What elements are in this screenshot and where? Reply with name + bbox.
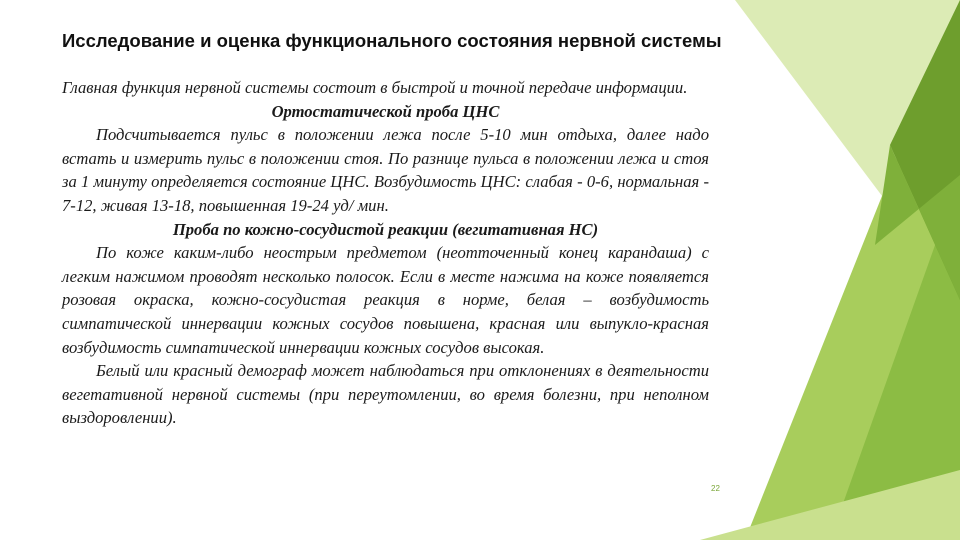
intro-paragraph: Главная функция нервной системы состоит в быстрой и точной передаче информации.	[62, 78, 688, 97]
section2-heading: Проба по кожно-сосудистой реакции (вегитативная НС)	[172, 219, 599, 239]
page-number: 22	[711, 484, 720, 493]
slide-title: Исследование и оценка функционального состояния нервной системы	[62, 30, 722, 51]
section1-heading: Ортостатической проба ЦНС	[271, 101, 500, 121]
section2-paragraph: По коже каким-либо неострым предметом (неотточенный конец карандаша) с легким нажимом проводят несколько полосок. Если в месте нажима на коже появляется розовая окраска, кожно-сосудистая реакция в норме, белая – возбудимость симпатической иннервации кожных сосудов повышена, красная или выпукло-красная возбудимость симпатической иннервации кожных сосудов высокая.	[62, 243, 709, 357]
section2-paragraph-2: Белый или красный демограф может наблюдаться при отклонениях в деятельности вегетативной нервной системы (при переутомлении, во время болезни, при неполном выздоровлении).	[62, 361, 709, 428]
section1-paragraph: Подсчитывается пульс в положении лежа после 5-10 мин отдыха, далее надо встать и измерить пульс в положении стоя. По разнице пульса в положении лежа и стоя за 1 минуту определяется состояние ЦНС. Возбудимость ЦНС: слабая - 0-6, нормальная - 7-12, живая 13-18, повышенная 19-24 уд/ мин.	[62, 125, 709, 215]
slide-body	[62, 76, 709, 430]
